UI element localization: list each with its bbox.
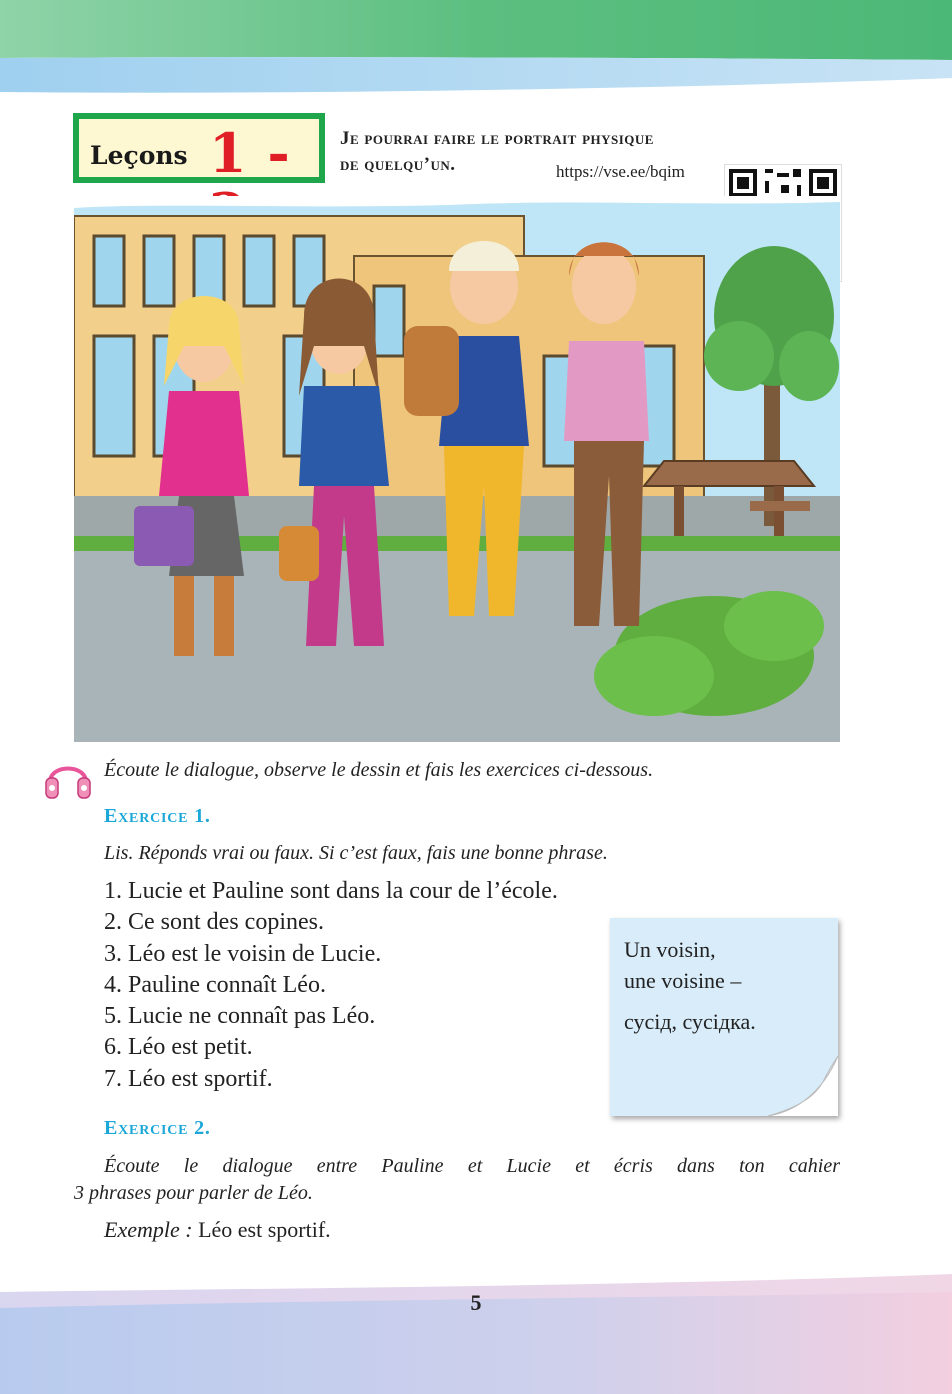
list-item: 2. Ce sont des copines. — [104, 909, 324, 936]
list-item: 6. Léo est petit. — [104, 1034, 253, 1061]
top-decorative-band — [0, 0, 952, 100]
list-item: 5. Lucie ne connaît pas Léo. — [104, 1003, 376, 1030]
note-text — [624, 934, 756, 1037]
list-item: 7. Léo est sportif. — [104, 1065, 273, 1092]
list-item: 4. Pauline connaît Léo. — [104, 971, 326, 998]
exercise-2-example — [104, 1217, 331, 1243]
exercise-2-instruction — [74, 1153, 840, 1207]
bottom-decorative-band — [0, 1270, 952, 1394]
objective-line-2: de quelqu’un. — [340, 154, 456, 175]
exercise-2-instruction-line-1: Écoute le dialogue entre Pauline et Lucie et écris dans ton cahier — [104, 1155, 840, 1177]
exercise-1-title: Exercice 1. — [104, 805, 211, 827]
objective-line-1: Je pourrai faire le portrait physique — [340, 128, 654, 149]
list-item: 3. Léo est le voisin de Lucie. — [104, 940, 382, 967]
lesson-objective — [340, 126, 770, 178]
exercise-2-title: Exercice 2. — [104, 1117, 211, 1139]
lesson-number: 1 - — [209, 121, 291, 185]
headphones-icon — [42, 752, 94, 804]
exercise-1-instruction: Lis. Réponds vrai ou faux. Si c’est faux, fais une bonne phrase. — [104, 842, 608, 864]
list-item: 1. Lucie et Pauline sont dans la cour de l’école. — [104, 878, 558, 904]
exercise-1-list — [104, 876, 558, 1095]
page-number: 5 — [470, 1290, 482, 1315]
vocabulary-note — [610, 918, 838, 1116]
schoolyard-illustration — [74, 196, 840, 742]
note-line-1: Un voisin, — [624, 937, 716, 962]
qr-url-link[interactable]: https://vse.ee/bqim — [556, 162, 685, 181]
page-curl-icon — [748, 1056, 838, 1116]
note-line-3: сусід, сусідка. — [624, 1009, 756, 1034]
lesson-badge — [73, 113, 325, 183]
listening-instruction: Écoute le dialogue, observe le dessin et fais les exercices ci-dessous. — [104, 759, 654, 781]
example-label: Exemple : — [104, 1217, 193, 1242]
exercise-2-instruction-line-2: 3 phrases pour parler de Léo. — [74, 1182, 313, 1204]
note-line-2: une voisine – — [624, 968, 742, 993]
example-text: Léo est sportif. — [198, 1217, 331, 1242]
lesson-word: Leçons — [90, 141, 188, 170]
